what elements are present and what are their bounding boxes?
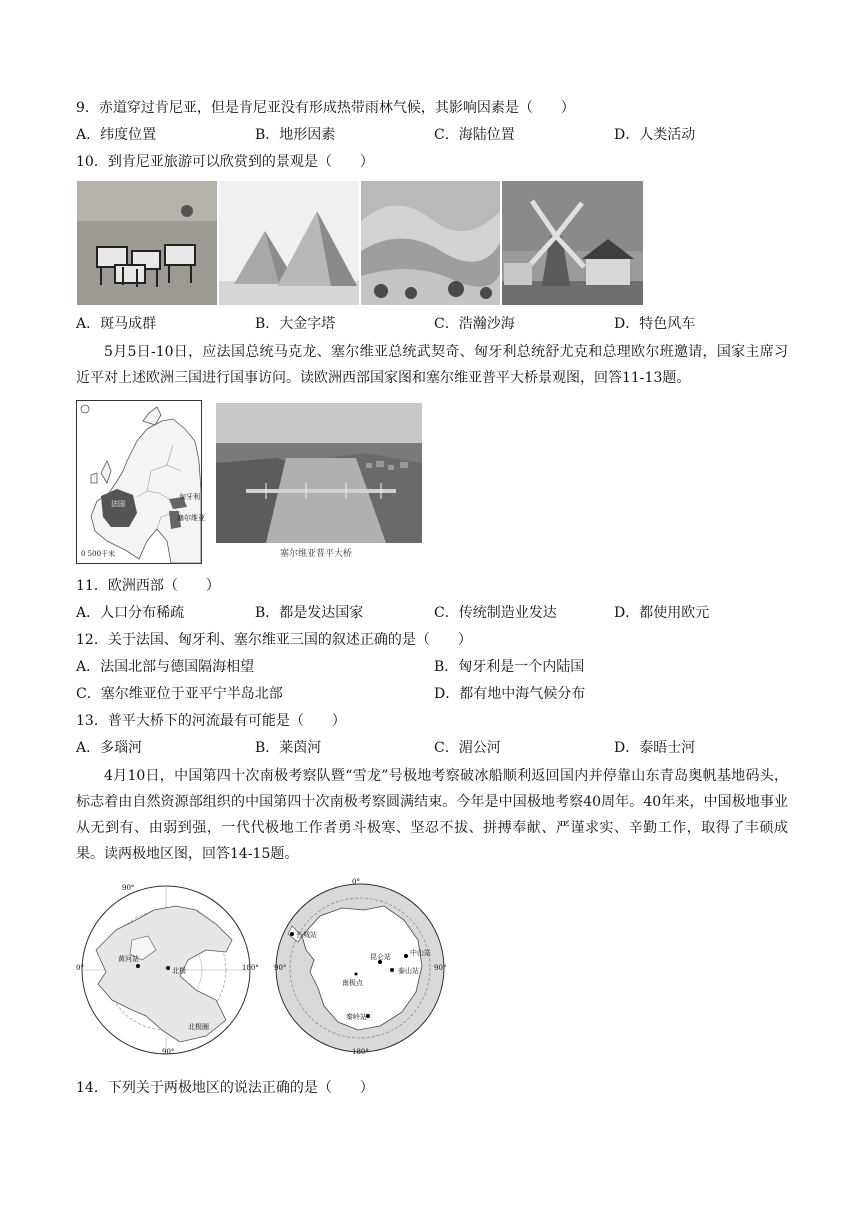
q12-option-d: D．都有地中海气候分布 — [434, 686, 586, 702]
q13-option-c: C．湄公河 — [434, 740, 501, 756]
question-10-stem: 10．到肯尼亚旅游可以欣赏到的景观是（ ） — [76, 154, 374, 170]
station-qinling: 秦岭站 — [346, 1013, 367, 1021]
q13-option-d: D．泰晤士河 — [614, 740, 696, 756]
antarctic-lon-left: 90° — [274, 964, 287, 972]
arctic-lon-right: 180° — [242, 964, 259, 972]
antarctic-map — [272, 876, 450, 1058]
map-scale: 0 500千米 — [81, 550, 116, 558]
q13-option-b: B．莱茵河 — [255, 740, 322, 756]
map-label-hungary: 匈牙利 — [179, 493, 200, 501]
desert-photo — [361, 181, 500, 305]
q10-option-b: B．大金字塔 — [255, 316, 336, 332]
map-label-serbia: 塞尔维亚 — [177, 514, 205, 522]
q10-option-c: C．浩瀚沙海 — [434, 316, 515, 332]
question-12-stem: 12．关于法国、匈牙利、塞尔维亚三国的叙述正确的是（ ） — [76, 632, 472, 648]
q11-option-a: A．人口分布稀疏 — [76, 605, 185, 621]
zebra-photo — [77, 181, 217, 305]
windmill-photo — [502, 181, 643, 305]
q11-option-d: D．都使用欧元 — [614, 605, 710, 621]
europe-west-map — [76, 400, 205, 564]
map-label-france: 法国 — [111, 500, 125, 508]
arctic-lon-left: 0° — [76, 964, 84, 972]
q12-option-c: C．塞尔维亚位于亚平宁半岛北部 — [76, 686, 283, 702]
passage-europe-visit: 5月5日-10日，应法国总统马克龙、塞尔维亚总统武契奇、匈牙利总统舒尤克和总理欧尔班邀请，国家主席习近平对上述欧洲三国进行国事访问。读欧洲西部国家图和塞尔维亚普平大桥景观图，回答11-13题。 — [76, 344, 788, 386]
arctic-station-label: 黄河站 — [118, 955, 139, 963]
arctic-map — [76, 880, 258, 1060]
passage-polar-expedition: 4月10日，中国第四十次南极考察队暨“雪龙”号极地考察破冰船顺利返回国内并停靠山东青岛奥帆基地码头，标志着由自然资源部组织的中国第四十次南极考察圆满结束。今年是中国极地考察40周年。40年来，中国极地事业从无到有、由弱到强，一代代极地工作者勇斗极寒、坚忍不拔、拼搏奉献、严谨求实、辛勤工作，取得了丰硕成果。读两极地区图，回答14-15题。 — [76, 768, 788, 862]
station-great-wall: 长城站 — [296, 931, 317, 939]
q11-option-b: B．都是发达国家 — [255, 605, 364, 621]
arctic-pole-label: 北极 — [172, 967, 186, 975]
station-kunlun: 昆仑站 — [370, 953, 391, 961]
pyramid-photo — [219, 181, 359, 305]
q12-option-a: A．法国北部与德国隔海相望 — [76, 659, 255, 675]
antarctic-pole-label: 南极点 — [342, 979, 363, 987]
question-9-stem: 9．赤道穿过肯尼亚，但是肯尼亚没有形成热带雨林气候，其影响因素是（ ） — [76, 100, 575, 116]
q9-option-a: A．纬度位置 — [76, 127, 157, 143]
arctic-circle-label: 北极圈 — [188, 1023, 209, 1031]
q9-option-c: C．海陆位置 — [434, 127, 515, 143]
q13-option-a: A．多瑙河 — [76, 740, 143, 756]
q10-option-a: A．斑马成群 — [76, 316, 157, 332]
q9-option-d: D．人类活动 — [614, 127, 696, 143]
question-14-stem: 14．下列关于两极地区的说法正确的是（ ） — [76, 1080, 374, 1096]
arctic-lon-top: 90° — [122, 884, 135, 892]
q9-option-b: B．地形因素 — [255, 127, 336, 143]
antarctic-lon-right: 90° — [434, 964, 447, 972]
q12-option-b: B．匈牙利是一个内陆国 — [434, 659, 585, 675]
q11-option-c: C．传统制造业发达 — [434, 605, 557, 621]
station-zhongshan: 中山站 — [410, 949, 431, 957]
antarctic-lon-top: 0° — [352, 878, 360, 886]
arctic-lon-bottom: 90° — [162, 1048, 175, 1056]
station-taishan: 泰山站 — [398, 967, 419, 975]
antarctic-lon-bottom: 180° — [352, 1048, 369, 1056]
q10-option-d: D．特色风车 — [614, 316, 696, 332]
pupin-bridge-photo — [216, 403, 422, 543]
question-13-stem: 13．普平大桥下的河流最有可能是（ ） — [76, 713, 346, 729]
question-11-stem: 11．欧洲西部（ ） — [76, 578, 220, 594]
bridge-caption: 塞尔维亚普平大桥 — [280, 549, 353, 559]
